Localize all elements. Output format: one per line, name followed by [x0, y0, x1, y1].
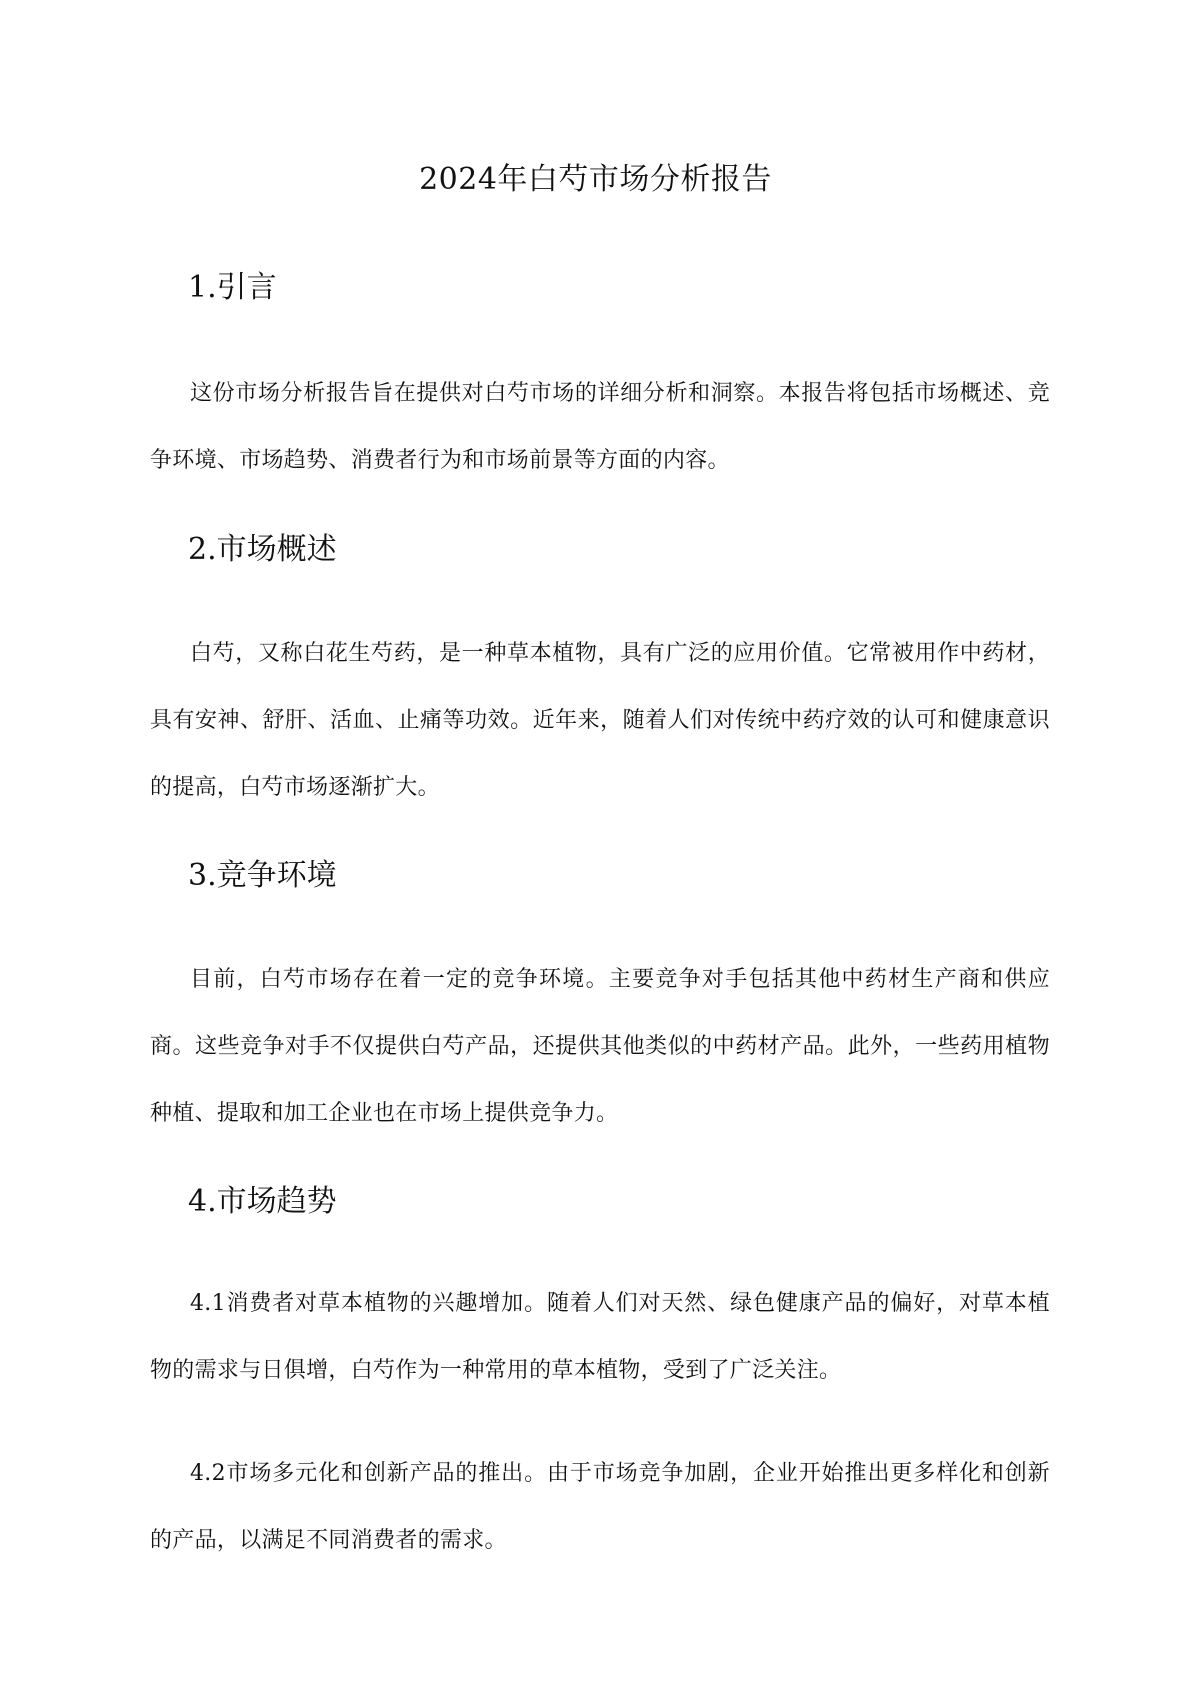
document-title: 2024年白芍市场分析报告 — [419, 162, 772, 197]
section-heading-competition: 3.竞争环境 — [188, 858, 337, 893]
section-paragraph: 这份市场分析报告旨在提供对白芍市场的详细分析和洞察。本报告将包括市场概述、竞争环境、市场趋势、消费者行为和市场前景等方面的内容。 — [150, 381, 1050, 473]
section-paragraph: 4.1消费者对草本植物的兴趣增加。随着人们对天然、绿色健康产品的偏好，对草本植物的需求与日俱增，白芍作为一种常用的草本植物，受到了广泛关注。 — [150, 1291, 1050, 1383]
section-paragraph: 目前，白芍市场存在着一定的竞争环境。主要竞争对手包括其他中药材生产商和供应商。这些竞争对手不仅提供白芍产品，还提供其他类似的中药材产品。此外，一些药用植物种植、提取和加工企业也在市场上提供竞争力。 — [150, 967, 1050, 1126]
section-heading-introduction: 1.引言 — [188, 270, 277, 305]
section-heading-market-trends: 4.市场趋势 — [188, 1184, 337, 1219]
section-paragraph: 4.2市场多元化和创新产品的推出。由于市场竞争加剧，企业开始推出更多样化和创新的产品，以满足不同消费者的需求。 — [150, 1461, 1050, 1553]
section-heading-market-overview: 2.市场概述 — [188, 532, 337, 567]
section-paragraph: 白芍，又称白花生芍药，是一种草本植物，具有广泛的应用价值。它常被用作中药材，具有安神、舒肝、活血、止痛等功效。近年来，随着人们对传统中药疗效的认可和健康意识的提高，白芍市场逐渐扩大。 — [150, 641, 1050, 800]
